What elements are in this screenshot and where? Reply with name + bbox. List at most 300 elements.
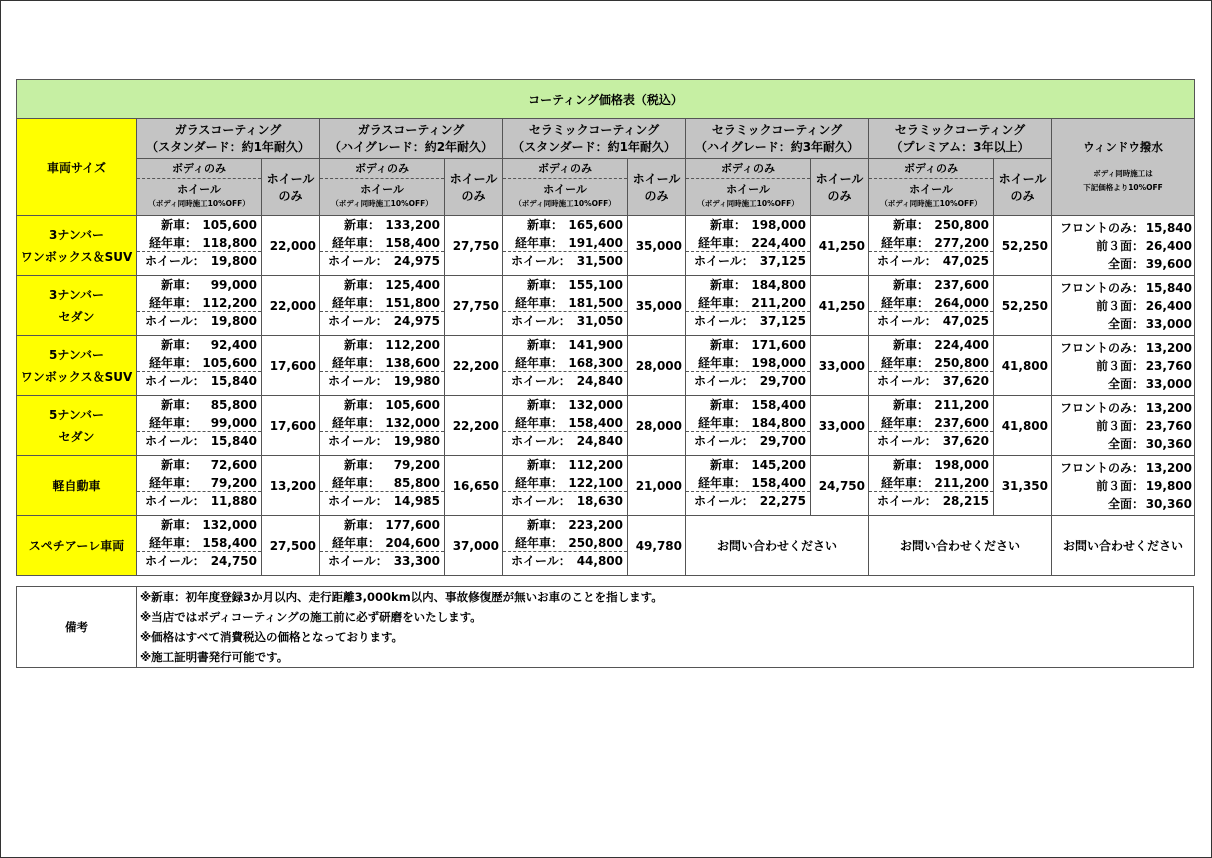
wheel-price-label: ホイール： — [511, 494, 571, 508]
used-car-price-label: 経年車： — [331, 295, 380, 310]
window-price: 13,200 — [1145, 401, 1192, 415]
wheel-price: 19,800 — [210, 254, 257, 268]
wheel-only-price: 24,750 — [811, 456, 869, 516]
body-only-label: ボディのみ — [503, 159, 627, 179]
wheel-only-price: 28,000 — [628, 336, 686, 396]
wheel-price-line — [137, 371, 261, 390]
new-car-price-line — [137, 396, 261, 414]
used-car-price-line — [503, 414, 627, 432]
used-car-price: 198,000 — [751, 355, 806, 370]
used-car-price: 151,800 — [385, 295, 440, 310]
window-price: 30,360 — [1145, 497, 1192, 511]
new-car-price-label: 新車： — [892, 338, 929, 352]
price-cell — [320, 396, 445, 456]
wheel-only-price: 41,800 — [994, 396, 1052, 456]
inquiry-cell: お問い合わせください — [869, 516, 1052, 576]
note-line: ※当店ではボディコーティングの施工前に必ず研磨をいたします。 — [140, 610, 482, 624]
window-price: 15,840 — [1145, 281, 1192, 295]
wheel-label: ホイール — [177, 183, 221, 196]
used-car-price: 250,800 — [568, 535, 623, 550]
window-price-line — [1052, 399, 1194, 417]
wheel-only-price: 33,000 — [811, 396, 869, 456]
window-price-label: フロントのみ： — [1059, 461, 1144, 475]
course-name: セラミックコーティング — [528, 122, 660, 137]
window-price-line — [1052, 417, 1194, 435]
used-car-price-label: 経年車： — [331, 535, 380, 550]
used-car-price-label: 経年車： — [697, 415, 746, 430]
wheel-only-header: ホイールのみ — [994, 159, 1052, 216]
body-only-label: ボディのみ — [686, 159, 810, 179]
used-car-price-label: 経年車： — [880, 355, 929, 370]
used-car-price-line — [137, 294, 261, 312]
used-car-price-line — [503, 234, 627, 252]
wheel-only-price: 13,200 — [262, 456, 320, 516]
wheel-price-line — [503, 371, 627, 390]
window-price-line — [1052, 255, 1194, 273]
new-car-price-label: 新車： — [709, 398, 746, 412]
used-car-price: 99,000 — [210, 415, 257, 430]
window-price-line — [1052, 459, 1194, 477]
window-price: 33,000 — [1145, 377, 1192, 391]
used-car-price-label: 経年車： — [697, 295, 746, 310]
window-header — [1052, 119, 1195, 216]
new-car-price-line — [503, 516, 627, 534]
course-header — [320, 119, 503, 159]
used-car-price-line — [869, 234, 993, 252]
vehicle-size-cell — [17, 516, 137, 576]
used-car-price-line — [137, 534, 261, 552]
new-car-price: 145,200 — [751, 458, 806, 472]
wheel-only-price: 22,200 — [445, 336, 503, 396]
wheel-price-label: ホイール： — [328, 554, 388, 568]
new-car-price: 79,200 — [393, 458, 440, 472]
body-only-label: ボディのみ — [869, 159, 993, 179]
wheel-only-price: 22,200 — [445, 396, 503, 456]
new-car-price-label: 新車： — [343, 518, 380, 532]
page-title: コーティング価格表（税込） — [17, 80, 1195, 119]
course-subheader — [320, 159, 445, 216]
new-car-price-label: 新車： — [526, 278, 563, 292]
wheel-price-label: ホイール： — [877, 494, 937, 508]
wheel-only-price: 16,650 — [445, 456, 503, 516]
used-car-price: 158,400 — [202, 535, 257, 550]
window-price-line — [1052, 339, 1194, 357]
used-car-price: 204,600 — [385, 535, 440, 550]
window-price: 19,800 — [1145, 479, 1192, 493]
new-car-price-label: 新車： — [160, 518, 197, 532]
used-car-price-line — [869, 294, 993, 312]
window-price-cell — [1052, 396, 1195, 456]
used-car-price: 132,000 — [385, 415, 440, 430]
note-line: ※価格はすべて消費税込の価格となっております。 — [140, 630, 404, 644]
price-cell — [869, 456, 994, 516]
used-car-price: 122,100 — [568, 475, 623, 490]
wheel-price: 29,700 — [759, 374, 806, 388]
used-car-price: 112,200 — [202, 295, 257, 310]
used-car-price-line — [503, 474, 627, 492]
used-car-price-label: 経年車： — [514, 415, 563, 430]
window-price: 15,840 — [1145, 221, 1192, 235]
new-car-price: 158,400 — [751, 398, 806, 412]
body-only-label: ボディのみ — [137, 159, 261, 179]
window-price: 13,200 — [1145, 341, 1192, 355]
window-price-line — [1052, 279, 1194, 297]
used-car-price: 184,800 — [751, 415, 806, 430]
vehicle-size-label: 軽自動車 — [52, 478, 101, 493]
wheel-price: 37,125 — [759, 314, 806, 328]
new-car-price: 132,000 — [568, 398, 623, 412]
used-car-price: 191,400 — [568, 235, 623, 250]
window-price-line — [1052, 435, 1194, 453]
used-car-price-line — [320, 234, 444, 252]
wheel-price: 24,840 — [576, 434, 623, 448]
wheel-discount-note: （ボディ同時施工10%OFF） — [514, 199, 616, 208]
price-cell — [503, 456, 628, 516]
window-price-label: 全面： — [1107, 257, 1144, 271]
wheel-only-header: ホイールのみ — [811, 159, 869, 216]
wheel-price-line — [320, 371, 444, 390]
wheel-only-price: 52,250 — [994, 216, 1052, 276]
price-cell — [137, 396, 262, 456]
wheel-price-line — [686, 491, 810, 510]
wheel-price-label: ホイール： — [877, 254, 937, 268]
window-price-label: 前３面： — [1095, 359, 1144, 373]
new-car-price: 223,200 — [568, 518, 623, 532]
used-car-price-line — [137, 474, 261, 492]
window-price-line — [1052, 297, 1194, 315]
course-header — [503, 119, 686, 159]
wheel-price: 14,985 — [393, 494, 440, 508]
wheel-price-line — [320, 431, 444, 450]
note-line: ※新車：初年度登録3か月以内、走行距離3,000km以内、事故修復歴が無いお車のことを指します。 — [140, 590, 663, 604]
wheel-price-line — [686, 431, 810, 450]
course-subheader — [686, 159, 811, 216]
window-price-label: 全面： — [1107, 497, 1144, 511]
wheel-only-header: ホイールのみ — [262, 159, 320, 216]
vehicle-size-label: ワンボックス＆SUV — [20, 249, 133, 264]
new-car-price-label: 新車： — [343, 218, 380, 232]
new-car-price-line — [320, 276, 444, 294]
new-car-price-line — [686, 456, 810, 474]
used-car-price-label: 経年車： — [148, 235, 197, 250]
wheel-price-line — [503, 311, 627, 330]
wheel-price: 11,880 — [210, 494, 257, 508]
used-car-price-label: 経年車： — [514, 475, 563, 490]
window-price-line — [1052, 219, 1194, 237]
vehicle-size-header: 車両サイズ — [17, 119, 137, 216]
window-price-label: 全面： — [1107, 437, 1144, 451]
wheel-label: ホイール — [726, 183, 770, 196]
new-car-price: 171,600 — [751, 338, 806, 352]
wheel-only-price: 17,600 — [262, 396, 320, 456]
price-cell — [320, 276, 445, 336]
window-price-label: 前３面： — [1095, 239, 1144, 253]
new-car-price: 85,800 — [210, 398, 257, 412]
used-car-price-label: 経年車： — [514, 295, 563, 310]
price-cell — [320, 456, 445, 516]
wheel-only-price: 41,800 — [994, 336, 1052, 396]
window-price-cell — [1052, 336, 1195, 396]
used-car-price-line — [686, 234, 810, 252]
new-car-price: 112,200 — [385, 338, 440, 352]
wheel-price: 24,750 — [210, 554, 257, 568]
price-cell — [137, 516, 262, 576]
new-car-price: 92,400 — [210, 338, 257, 352]
new-car-price-line — [869, 336, 993, 354]
wheel-price: 29,700 — [759, 434, 806, 448]
wheel-price-label: ホイール： — [511, 254, 571, 268]
new-car-price: 250,800 — [934, 218, 989, 232]
window-price: 30,360 — [1145, 437, 1192, 451]
wheel-price: 28,215 — [942, 494, 989, 508]
vehicle-size-cell — [17, 216, 137, 276]
window-note: ボディ同時施工は — [1093, 169, 1153, 178]
used-car-price-line — [869, 354, 993, 372]
wheel-price: 31,050 — [576, 314, 623, 328]
new-car-price: 112,200 — [568, 458, 623, 472]
used-car-price-label: 経年車： — [514, 355, 563, 370]
new-car-price-label: 新車： — [892, 458, 929, 472]
used-car-price: 250,800 — [934, 355, 989, 370]
used-car-price-line — [503, 294, 627, 312]
window-price-cell — [1052, 216, 1195, 276]
price-cell — [137, 456, 262, 516]
course-subtitle: （ハイグレード：約2年耐久） — [328, 139, 494, 154]
new-car-price-line — [320, 516, 444, 534]
wheel-price: 44,800 — [576, 554, 623, 568]
new-car-price-line — [686, 276, 810, 294]
vehicle-size-cell — [17, 456, 137, 516]
new-car-price: 211,200 — [934, 398, 989, 412]
used-car-price-label: 経年車： — [880, 295, 929, 310]
wheel-price: 19,980 — [393, 434, 440, 448]
new-car-price-line — [503, 276, 627, 294]
used-car-price: 138,600 — [385, 355, 440, 370]
used-car-price: 158,400 — [568, 415, 623, 430]
used-car-price: 277,200 — [934, 235, 989, 250]
new-car-price: 125,400 — [385, 278, 440, 292]
used-car-price-line — [869, 414, 993, 432]
wheel-price-label: ホイール： — [328, 254, 388, 268]
window-price: 26,400 — [1145, 299, 1192, 313]
price-cell — [869, 336, 994, 396]
wheel-price-label: ホイール： — [877, 374, 937, 388]
new-car-price-line — [686, 216, 810, 234]
wheel-price: 37,125 — [759, 254, 806, 268]
note-line: ※施工証明書発行可能です。 — [140, 650, 289, 664]
course-name: セラミックコーティング — [894, 122, 1026, 137]
used-car-price: 181,500 — [568, 295, 623, 310]
course-subheader — [503, 159, 628, 216]
course-header — [686, 119, 869, 159]
used-car-price-label: 経年車： — [880, 475, 929, 490]
new-car-price-line — [137, 216, 261, 234]
window-price: 33,000 — [1145, 317, 1192, 331]
wheel-only-price: 35,000 — [628, 216, 686, 276]
wheel-price-line — [320, 311, 444, 330]
wheel-price-line — [869, 371, 993, 390]
price-cell — [137, 216, 262, 276]
wheel-discount-note: （ボディ同時施工10%OFF） — [880, 199, 982, 208]
used-car-price-line — [503, 534, 627, 552]
price-cell — [686, 396, 811, 456]
used-car-price-label: 経年車： — [331, 415, 380, 430]
new-car-price-line — [686, 396, 810, 414]
course-header — [869, 119, 1052, 159]
wheel-price-label: ホイール： — [328, 494, 388, 508]
used-car-price-line — [320, 294, 444, 312]
used-car-price-label: 経年車： — [148, 535, 197, 550]
vehicle-size-label: セダン — [58, 429, 95, 444]
used-car-price-line — [320, 474, 444, 492]
used-car-price-line — [320, 414, 444, 432]
new-car-price-line — [137, 456, 261, 474]
course-name: セラミックコーティング — [711, 122, 843, 137]
window-price-cell — [1052, 276, 1195, 336]
wheel-price-line — [503, 431, 627, 450]
wheel-price-label: ホイール： — [145, 494, 205, 508]
wheel-price-label: ホイール： — [694, 254, 754, 268]
new-car-price-label: 新車： — [343, 398, 380, 412]
new-car-price: 237,600 — [934, 278, 989, 292]
used-car-price-label: 経年車： — [880, 415, 929, 430]
course-subheader — [137, 159, 262, 216]
wheel-discount-note: （ボディ同時施工10%OFF） — [148, 199, 250, 208]
used-car-price-label: 経年車： — [697, 355, 746, 370]
wheel-only-price: 17,600 — [262, 336, 320, 396]
price-cell — [503, 516, 628, 576]
used-car-price: 79,200 — [210, 475, 257, 490]
wheel-price-line — [686, 311, 810, 330]
notes-body — [137, 587, 1194, 668]
wheel-price: 37,620 — [942, 374, 989, 388]
inquiry-cell: お問い合わせください — [686, 516, 869, 576]
wheel-price: 19,800 — [210, 314, 257, 328]
used-car-price-line — [686, 354, 810, 372]
window-price-label: フロントのみ： — [1059, 401, 1144, 415]
price-cell — [320, 516, 445, 576]
window-price-label: 前３面： — [1095, 299, 1144, 313]
new-car-price-line — [320, 216, 444, 234]
wheel-price-line — [869, 491, 993, 510]
vehicle-size-label: 3ナンバー — [49, 287, 104, 302]
course-subtitle: （スタンダード：約1年耐久） — [146, 139, 310, 154]
new-car-price-label: 新車： — [526, 398, 563, 412]
new-car-price: 72,600 — [210, 458, 257, 472]
new-car-price: 198,000 — [751, 218, 806, 232]
wheel-price-line — [503, 251, 627, 270]
wheel-price-label: ホイール： — [145, 314, 205, 328]
used-car-price: 211,200 — [751, 295, 806, 310]
wheel-only-price: 31,350 — [994, 456, 1052, 516]
price-cell — [869, 276, 994, 336]
new-car-price: 155,100 — [568, 278, 623, 292]
used-car-price-line — [686, 474, 810, 492]
vehicle-size-cell — [17, 276, 137, 336]
used-car-price-label: 経年車： — [148, 475, 197, 490]
wheel-price-line — [137, 311, 261, 330]
new-car-price-line — [137, 336, 261, 354]
new-car-price-label: 新車： — [892, 278, 929, 292]
table-row — [17, 336, 1195, 396]
course-subtitle: （プレミアム：3年以上） — [890, 139, 1030, 154]
new-car-price-line — [320, 396, 444, 414]
window-price-line — [1052, 237, 1194, 255]
used-car-price: 224,400 — [751, 235, 806, 250]
wheel-only-price: 27,750 — [445, 276, 503, 336]
table-row — [17, 456, 1195, 516]
window-price: 13,200 — [1145, 461, 1192, 475]
course-subtitle: （スタンダード：約1年耐久） — [512, 139, 676, 154]
wheel-price: 47,025 — [942, 314, 989, 328]
vehicle-size-cell — [17, 336, 137, 396]
used-car-price-line — [320, 534, 444, 552]
course-name: ガラスコーティング — [174, 122, 282, 137]
wheel-price-label: ホイール： — [511, 374, 571, 388]
wheel-price-label: ホイール： — [328, 374, 388, 388]
new-car-price-label: 新車： — [343, 278, 380, 292]
price-cell — [320, 216, 445, 276]
window-note: 下記価格より10%OFF — [1083, 183, 1163, 192]
new-car-price: 132,000 — [202, 518, 257, 532]
vehicle-size-label: ワンボックス＆SUV — [20, 369, 133, 384]
new-car-price-line — [320, 456, 444, 474]
table-row — [17, 516, 1195, 576]
new-car-price-line — [503, 396, 627, 414]
wheel-only-header: ホイールのみ — [628, 159, 686, 216]
used-car-price-line — [137, 414, 261, 432]
price-cell — [503, 336, 628, 396]
wheel-price-label: ホイール： — [328, 314, 388, 328]
new-car-price-line — [869, 456, 993, 474]
wheel-label: ホイール — [360, 183, 404, 196]
new-car-price-line — [137, 516, 261, 534]
new-car-price-line — [686, 336, 810, 354]
new-car-price-line — [869, 396, 993, 414]
wheel-price-line — [320, 251, 444, 270]
price-cell — [503, 276, 628, 336]
wheel-price: 15,840 — [210, 374, 257, 388]
used-car-price: 168,300 — [568, 355, 623, 370]
window-price-cell — [1052, 456, 1195, 516]
new-car-price: 198,000 — [934, 458, 989, 472]
new-car-price-label: 新車： — [160, 458, 197, 472]
new-car-price-label: 新車： — [526, 218, 563, 232]
used-car-price: 118,800 — [202, 235, 257, 250]
course-name: ガラスコーティング — [357, 122, 465, 137]
new-car-price: 177,600 — [385, 518, 440, 532]
window-price-label: 全面： — [1107, 377, 1144, 391]
wheel-price-label: ホイール： — [511, 434, 571, 448]
window-price-label: フロントのみ： — [1059, 281, 1144, 295]
wheel-price-label: ホイール： — [694, 314, 754, 328]
used-car-price-label: 経年車： — [148, 355, 197, 370]
table-row — [17, 396, 1195, 456]
window-price: 39,600 — [1145, 257, 1192, 271]
window-price-line — [1052, 477, 1194, 495]
window-price-label: 全面： — [1107, 317, 1144, 331]
window-price-label: 前３面： — [1095, 479, 1144, 493]
wheel-price: 24,975 — [393, 254, 440, 268]
new-car-price-label: 新車： — [160, 398, 197, 412]
new-car-price-label: 新車： — [892, 398, 929, 412]
vehicle-size-cell — [17, 396, 137, 456]
wheel-price-label: ホイール： — [694, 434, 754, 448]
wheel-price: 15,840 — [210, 434, 257, 448]
wheel-price-line — [869, 251, 993, 270]
used-car-price: 158,400 — [751, 475, 806, 490]
new-car-price-line — [503, 216, 627, 234]
